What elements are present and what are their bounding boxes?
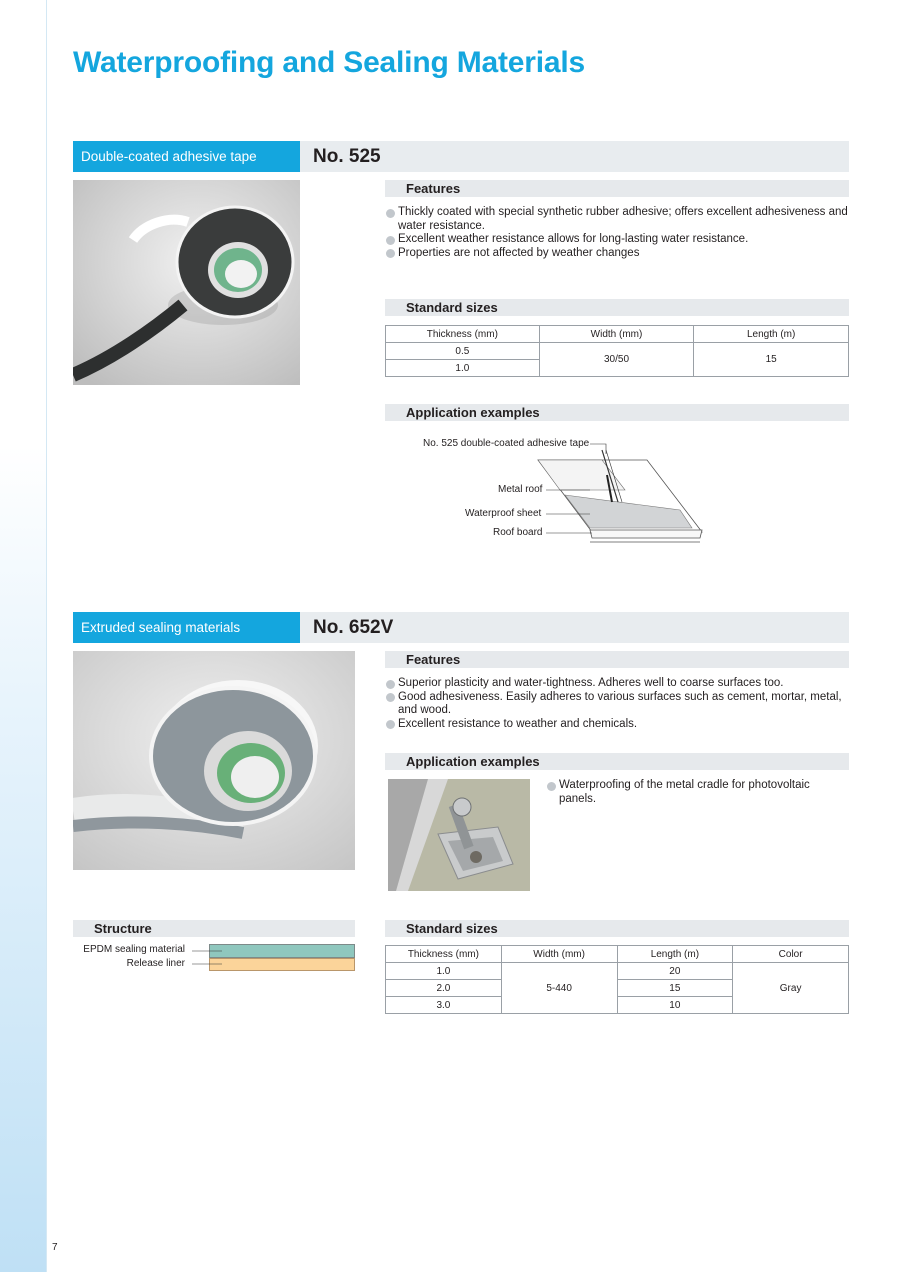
table-cell: 15 [617,980,733,997]
photovoltaic-cradle-photo [388,779,530,891]
feature-item: Thickly coated with special synthetic rubber adhesive; offers excellent adhesiveness and water resistance. [386,206,850,233]
application-examples-heading: Application examples [385,404,849,421]
structure-heading: Structure [73,920,355,937]
standard-sizes-heading: Standard sizes [385,920,849,937]
product-header-525 [73,141,849,172]
column-header: Length (m) [694,326,849,343]
structure-layer-epdm [209,944,355,958]
table-header-row [386,326,849,343]
table-cell: 3.0 [386,997,502,1014]
feature-item: Excellent weather resistance allows for long-lasting water resistance. [386,233,850,247]
standard-sizes-heading: Standard sizes [385,299,849,316]
application-examples-heading: Application examples [385,753,849,770]
table-row [386,343,849,360]
table-cell: Gray [733,963,849,1014]
diagram-label-waterproof-sheet: Waterproof sheet [465,508,542,519]
features-list [386,677,850,731]
standard-sizes-table [385,325,849,377]
table-cell: 30/50 [539,343,694,377]
table-cell: 20 [617,963,733,980]
table-cell: 5-440 [501,963,617,1014]
table-cell: 1.0 [386,963,502,980]
standard-sizes-table [385,945,849,1014]
applications-list [547,779,847,806]
table-cell: 15 [694,343,849,377]
structure-label-release-liner: Release liner [126,958,185,969]
product-number: No. 652V [313,617,394,638]
features-heading: Features [385,651,849,668]
structure-layer-release-liner [209,958,355,971]
features-list [386,206,850,260]
feature-item: Superior plasticity and water-tightness. Adheres well to coarse surfaces too. [386,677,850,691]
diagram-label-roof-board: Roof board [493,527,543,538]
column-header: Width (mm) [539,326,694,343]
product-header-652v [73,612,849,643]
column-header: Color [733,946,849,963]
diagram-label-tape: No. 525 double-coated adhesive tape [423,438,590,449]
tape-525-photo [73,180,300,385]
page-number: 7 [52,1242,58,1253]
category-label: Double-coated adhesive tape [73,141,300,172]
column-header: Thickness (mm) [386,326,540,343]
diagram-label-metal-roof: Metal roof [498,484,543,495]
table-cell: 1.0 [386,360,540,377]
sealing-652v-photo [73,651,355,870]
feature-item: Properties are not affected by weather changes [386,247,850,261]
table-row [386,963,849,980]
column-header: Width (mm) [501,946,617,963]
table-cell: 2.0 [386,980,502,997]
column-header: Thickness (mm) [386,946,502,963]
product-number: No. 525 [313,146,381,167]
feature-item: Excellent resistance to weather and chemicals. [386,718,850,732]
feature-item: Good adhesiveness. Easily adheres to various surfaces such as cement, mortar, metal, and wood. [386,691,850,718]
page-title: Waterproofing and Sealing Materials [73,46,585,79]
left-margin-strip [0,0,47,1272]
category-label: Extruded sealing materials [73,612,300,643]
column-header: Length (m) [617,946,733,963]
table-cell: 10 [617,997,733,1014]
features-heading: Features [385,180,849,197]
table-cell: 0.5 [386,343,540,360]
table-header-row [386,946,849,963]
structure-label-epdm: EPDM sealing material [83,944,185,955]
application-item: Waterproofing of the metal cradle for photovoltaic panels. [547,779,847,806]
structure-leader-lines [190,944,230,974]
